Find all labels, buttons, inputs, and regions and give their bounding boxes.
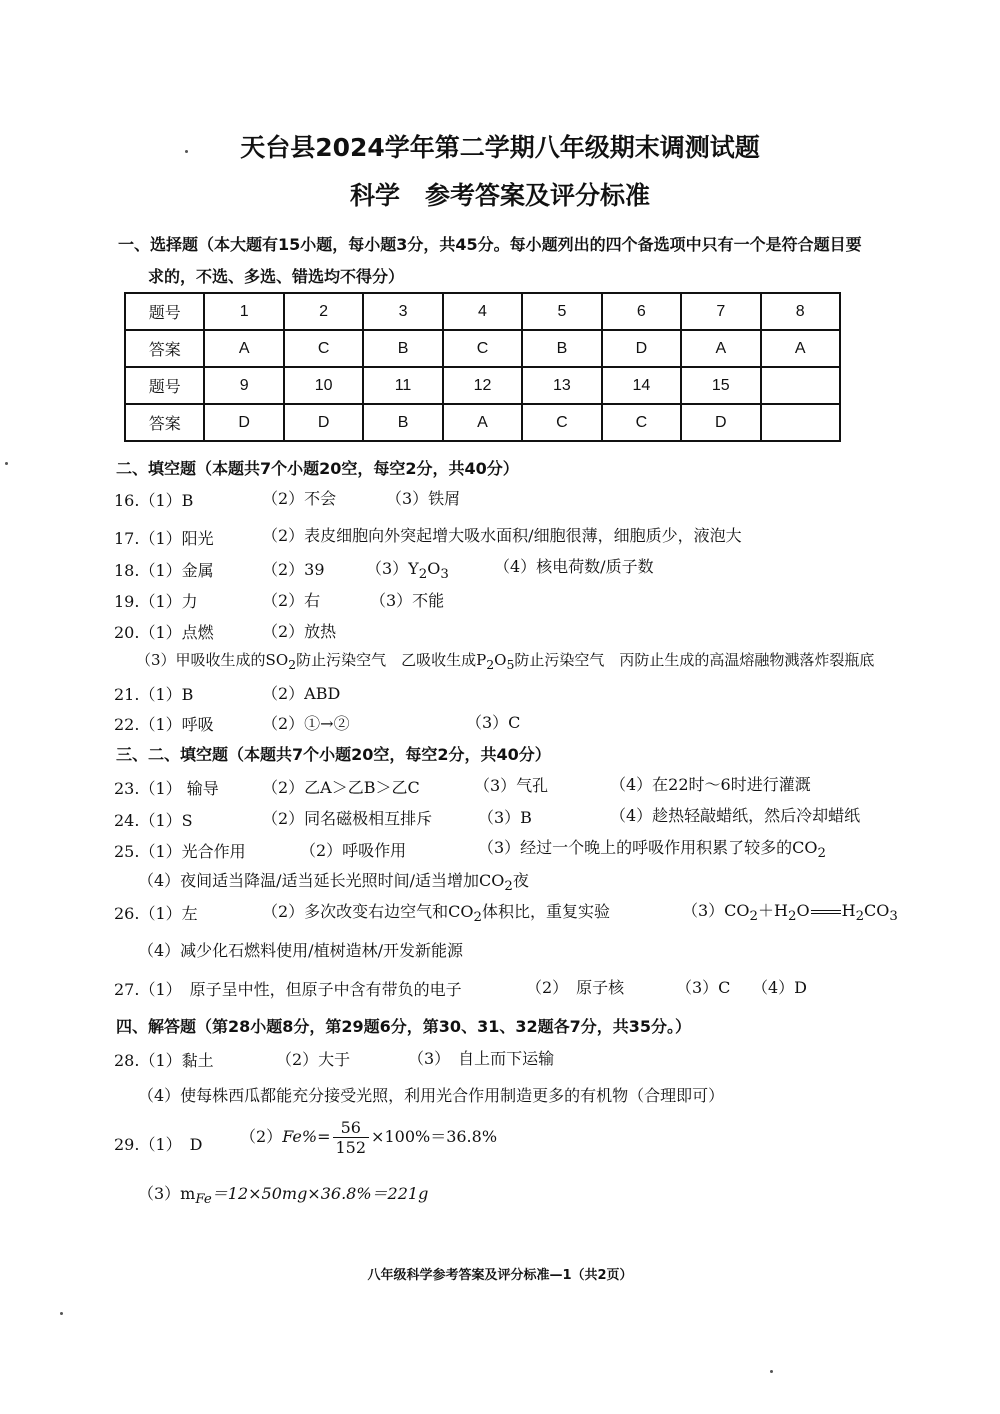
- section2-heading: 二、填空题（本题共7个小题20空，每空2分，共40分）: [116, 459, 519, 478]
- answer-25-4: [138, 868, 529, 894]
- exam-subtitle: 科学 参考答案及评分标准: [349, 181, 650, 210]
- table-cell: 2: [284, 293, 363, 330]
- answer-21-1: 21.（1）B: [114, 685, 194, 704]
- table-cell: A: [761, 330, 841, 367]
- answer-27-1: 27.（1） 原子呈中性，但原子中含有带负的电子: [114, 980, 462, 999]
- fraction-denominator: 152: [335, 1138, 367, 1157]
- section1-heading: 一、选择题（本大题有15小题，每小题3分，共45分。每小题列出的四个备选项中只有一个是符合题目要: [118, 235, 862, 254]
- text-part: =: [317, 1127, 331, 1146]
- text-part: （3）CO: [682, 901, 750, 920]
- answer-25-1: 25.（1）光合作用: [114, 842, 246, 861]
- answer-16-2: （2）不会: [262, 489, 337, 508]
- scan-speck: [185, 150, 188, 153]
- answer-26-4: （4）减少化石燃料使用/植树造林/开发新能源: [138, 941, 463, 960]
- table-cell: D: [602, 330, 681, 367]
- text-part: CO: [864, 901, 890, 920]
- answer-20-2: （2）放热: [262, 622, 337, 641]
- table-cell: 10: [284, 367, 363, 404]
- table-row: [125, 367, 840, 404]
- answer-17-2: （2）表皮细胞向外突起增大吸水面积/细胞很薄，细胞质少，液泡大: [262, 526, 742, 545]
- answer-19-2: （2）右: [262, 591, 321, 610]
- answer-27-2: （2） 原子核: [526, 978, 625, 997]
- table-cell: 4: [443, 293, 522, 330]
- row-label: 答案: [125, 330, 204, 367]
- answer-28-4: （4）使每株西瓜都能充分接受光照，利用光合作用制造更多的有机物（合理即可）: [138, 1086, 725, 1105]
- answer-24-1: 24.（1）S: [114, 811, 193, 830]
- text-part: 体积比，重复实验: [482, 902, 611, 921]
- answer-21-2: （2）ABD: [262, 684, 341, 703]
- subscript: 2: [418, 567, 428, 583]
- scan-speck: [770, 1370, 773, 1373]
- subscript: 3: [440, 567, 449, 583]
- table-cell: 15: [681, 367, 760, 404]
- table-cell: C: [284, 330, 363, 367]
- table-cell: A: [204, 330, 283, 367]
- table-cell: C: [443, 330, 522, 367]
- row-label: 答案: [125, 404, 204, 441]
- answer-17-1: 17.（1）阳光: [114, 529, 214, 548]
- table-row: [125, 404, 840, 441]
- answer-22-1: 22.（1）呼吸: [114, 715, 214, 734]
- answer-19-3: （3）不能: [370, 591, 445, 610]
- answer-26-2: [262, 899, 610, 925]
- answer-table: [124, 292, 841, 442]
- answer-20-3: [136, 649, 874, 672]
- answer-16-3: （3）铁屑: [386, 489, 461, 508]
- table-cell: 1: [204, 293, 283, 330]
- table-cell: A: [681, 330, 760, 367]
- table-cell: 11: [363, 367, 442, 404]
- table-cell: 13: [522, 367, 601, 404]
- answer-22-2: （2）①→②: [262, 714, 350, 733]
- equals-sign: [811, 910, 841, 914]
- table-cell: B: [522, 330, 601, 367]
- subscript: Fe: [195, 1192, 212, 1208]
- text-part: Fe%: [282, 1127, 318, 1146]
- answer-19-1: 19.（1）力: [114, 592, 198, 611]
- table-cell: [761, 367, 841, 404]
- table-cell: 9: [204, 367, 283, 404]
- table-cell: D: [204, 404, 283, 441]
- answer-18-2: （2）39: [262, 560, 325, 579]
- exam-title: 天台县2024学年第二学期八年级期末调测试题: [240, 133, 760, 162]
- section3-heading: 三、二、填空题（本题共7个小题20空，每空2分，共40分）: [116, 745, 551, 764]
- subscript: 2: [486, 657, 495, 672]
- answer-25-2: （2）呼吸作用: [300, 841, 407, 860]
- answer-18-1: 18.（1）金属: [114, 561, 214, 580]
- row-label: 题号: [125, 367, 204, 404]
- text-part: ＝12×50mg×36.8%＝221g: [211, 1184, 429, 1203]
- table-cell: 12: [443, 367, 522, 404]
- text-part: ×100%＝36.8%: [371, 1127, 498, 1146]
- answer-23-2: （2）乙A＞乙B＞乙C: [262, 778, 420, 797]
- section1-heading-cont: 求的，不选、多选、错选均不得分）: [148, 267, 405, 286]
- subscript: 2: [504, 879, 513, 895]
- text-part: O: [796, 901, 810, 920]
- table-cell: B: [363, 330, 442, 367]
- table-cell: 6: [602, 293, 681, 330]
- answer-18-3: [366, 556, 449, 582]
- row-label: 题号: [125, 293, 204, 330]
- text-part: （4）夜间适当降温/适当延长光照时间/适当增加CO: [138, 871, 505, 890]
- text-part: ＋H: [758, 901, 788, 920]
- subscript: 2: [749, 909, 759, 925]
- answer-28-1: 28.（1）黏土: [114, 1051, 214, 1070]
- text-part: O: [427, 559, 441, 578]
- answer-24-2: （2）同名磁极相互排斥: [262, 809, 433, 828]
- answer-26-3: [682, 898, 898, 924]
- fraction: [333, 1118, 370, 1157]
- subscript: 2: [788, 909, 797, 925]
- table-cell: 8: [761, 293, 841, 330]
- table-cell: A: [443, 404, 522, 441]
- section4-heading: 四、解答题（第28小题8分，第29题6分，第30、31、32题各7分，共35分。）: [116, 1017, 691, 1036]
- table-cell: D: [681, 404, 760, 441]
- answer-27-3: （3）C: [676, 978, 731, 997]
- answer-22-3: （3）C: [466, 713, 521, 732]
- scan-speck: [60, 1312, 63, 1315]
- subscript: 5: [506, 657, 515, 672]
- table-cell: C: [522, 404, 601, 441]
- answer-28-2: （2）大于: [276, 1050, 351, 1069]
- table-cell: B: [363, 404, 442, 441]
- text-part: （3）Y: [366, 559, 419, 578]
- answer-29-3: [138, 1181, 428, 1207]
- subscript: 2: [288, 657, 297, 672]
- table-cell: 7: [681, 293, 760, 330]
- text-part: （3）m: [138, 1184, 196, 1203]
- answer-28-3: （3） 自上而下运输: [408, 1049, 555, 1068]
- answer-26-1: 26.（1）左: [114, 904, 198, 923]
- text-part: （3）经过一个晚上的呼吸作用积累了较多的CO: [478, 838, 818, 857]
- table-row: [125, 293, 840, 330]
- text-part: O: [494, 651, 507, 669]
- text-part: 防止污染空气 丙防止生成的高温熔融物溅落炸裂瓶底: [514, 651, 875, 669]
- table-cell: 3: [363, 293, 442, 330]
- text-part: H: [841, 901, 856, 920]
- answer-29-2: [240, 1118, 497, 1157]
- answer-18-4: （4）核电荷数/质子数: [494, 557, 654, 576]
- answer-23-3: （3）气孔: [474, 776, 549, 795]
- text-part: 夜: [512, 871, 529, 890]
- subscript: 3: [889, 909, 898, 925]
- table-cell: C: [602, 404, 681, 441]
- subscript: 2: [473, 910, 483, 926]
- table-cell: [761, 404, 841, 441]
- table-row: [125, 330, 840, 367]
- subscript: 2: [855, 909, 865, 925]
- table-cell: D: [284, 404, 363, 441]
- fraction-numerator: 56: [333, 1118, 370, 1138]
- text-part: （2）多次改变右边空气和CO: [262, 902, 474, 921]
- answer-20-1: 20.（1）点燃: [114, 623, 214, 642]
- text-part: （2）: [240, 1127, 283, 1146]
- text-part: 防止污染空气 乙吸收生成P: [296, 651, 487, 669]
- text-part: （3）甲吸收生成的SO: [136, 651, 289, 669]
- subscript: 2: [817, 846, 827, 862]
- scan-speck: [5, 462, 8, 465]
- answer-23-1: 23.（1） 输导: [114, 779, 219, 798]
- answer-23-4: （4）在22时～6时进行灌溉: [610, 775, 811, 794]
- table-cell: 14: [602, 367, 681, 404]
- table-cell: 5: [522, 293, 601, 330]
- answer-25-3: [478, 835, 826, 861]
- page-footer: 八年级科学参考答案及评分标准—1（共2页）: [367, 1268, 633, 1283]
- answer-27-4: （4）D: [752, 978, 808, 997]
- answer-24-3: （3）B: [478, 808, 532, 827]
- answer-16-1: 16.（1）B: [114, 491, 194, 510]
- answer-24-4: （4）趁热轻敲蜡纸，然后冷却蜡纸: [610, 806, 861, 825]
- answer-29-1: 29.（1） D: [114, 1135, 203, 1154]
